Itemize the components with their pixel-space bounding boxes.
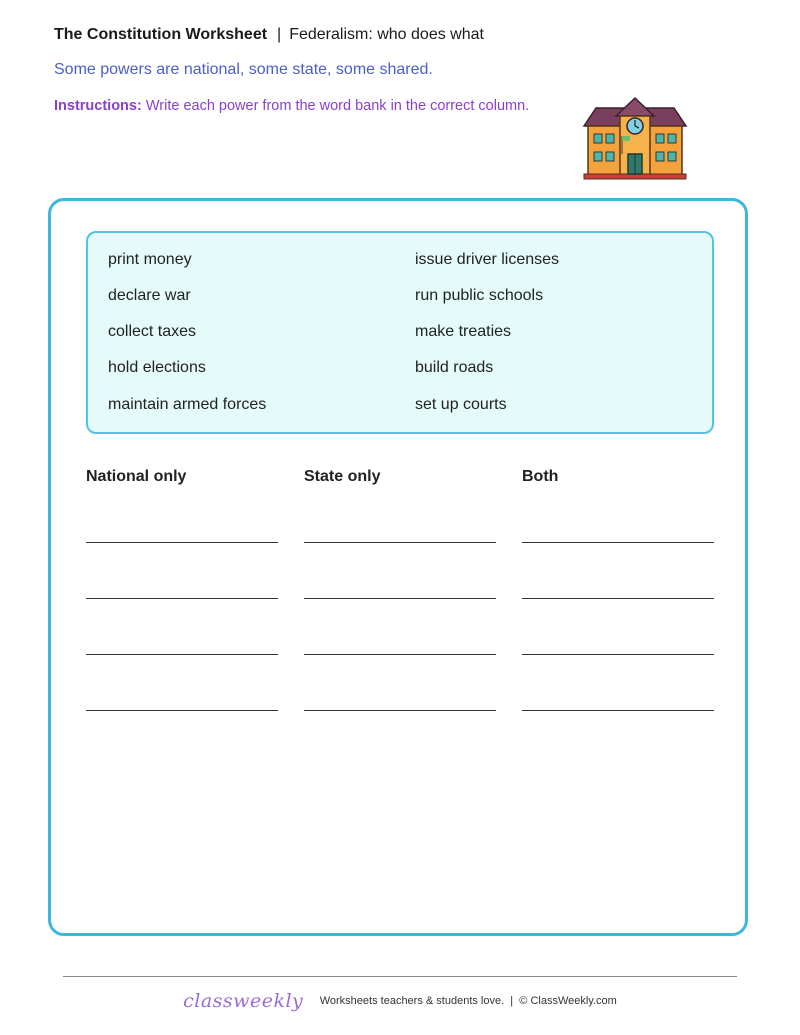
word-bank-item: maintain armed forces (108, 396, 267, 413)
word-bank-item: collect taxes (108, 323, 197, 340)
word-bank-item: issue driver licenses (415, 251, 560, 268)
answer-line-national[interactable] (86, 598, 278, 599)
worksheet-title: The Constitution Worksheet (54, 26, 268, 43)
footer-divider (63, 976, 737, 977)
title-separator: | (277, 26, 282, 43)
footer (0, 990, 800, 1012)
footer-tagline-text: Worksheets teachers & students love. (319, 995, 505, 1007)
word-bank-item: declare war (108, 287, 191, 304)
answer-line-state[interactable] (304, 542, 496, 543)
footer-separator: | (510, 995, 514, 1007)
word-bank (86, 231, 714, 434)
worksheet-subtitle: Some powers are national, some state, some shared. (54, 61, 433, 78)
answer-line-both[interactable] (522, 654, 714, 655)
answer-line-national[interactable] (86, 542, 278, 543)
word-bank-item: print money (108, 251, 192, 268)
column-header-both: Both (522, 468, 559, 485)
footer-tagline (320, 995, 617, 1007)
column-header-national: National only (86, 468, 187, 485)
word-bank-item: build roads (415, 359, 494, 376)
worksheet-topic: Federalism: who does what (289, 26, 484, 43)
answer-line-state[interactable] (304, 598, 496, 599)
word-bank-item: make treaties (415, 323, 512, 340)
answer-line-both[interactable] (522, 598, 714, 599)
brand-logo: classweekly (183, 990, 304, 1012)
instructions (54, 98, 529, 114)
school-building-icon (582, 96, 688, 180)
column-header-state: State only (304, 468, 381, 485)
worksheet-header (54, 26, 484, 44)
answer-line-both[interactable] (522, 542, 714, 543)
instructions-label: Instructions: (54, 98, 142, 114)
answer-line-national[interactable] (86, 654, 278, 655)
word-bank-item: hold elections (108, 359, 206, 376)
word-bank-item: set up courts (415, 396, 507, 413)
footer-copyright: © ClassWeekly.com (519, 995, 617, 1007)
answer-line-national[interactable] (86, 710, 278, 711)
answer-line-state[interactable] (304, 710, 496, 711)
answer-line-state[interactable] (304, 654, 496, 655)
word-bank-item: run public schools (415, 287, 544, 304)
answer-line-both[interactable] (522, 710, 714, 711)
instructions-text: Write each power from the word bank in the correct column. (145, 98, 530, 114)
